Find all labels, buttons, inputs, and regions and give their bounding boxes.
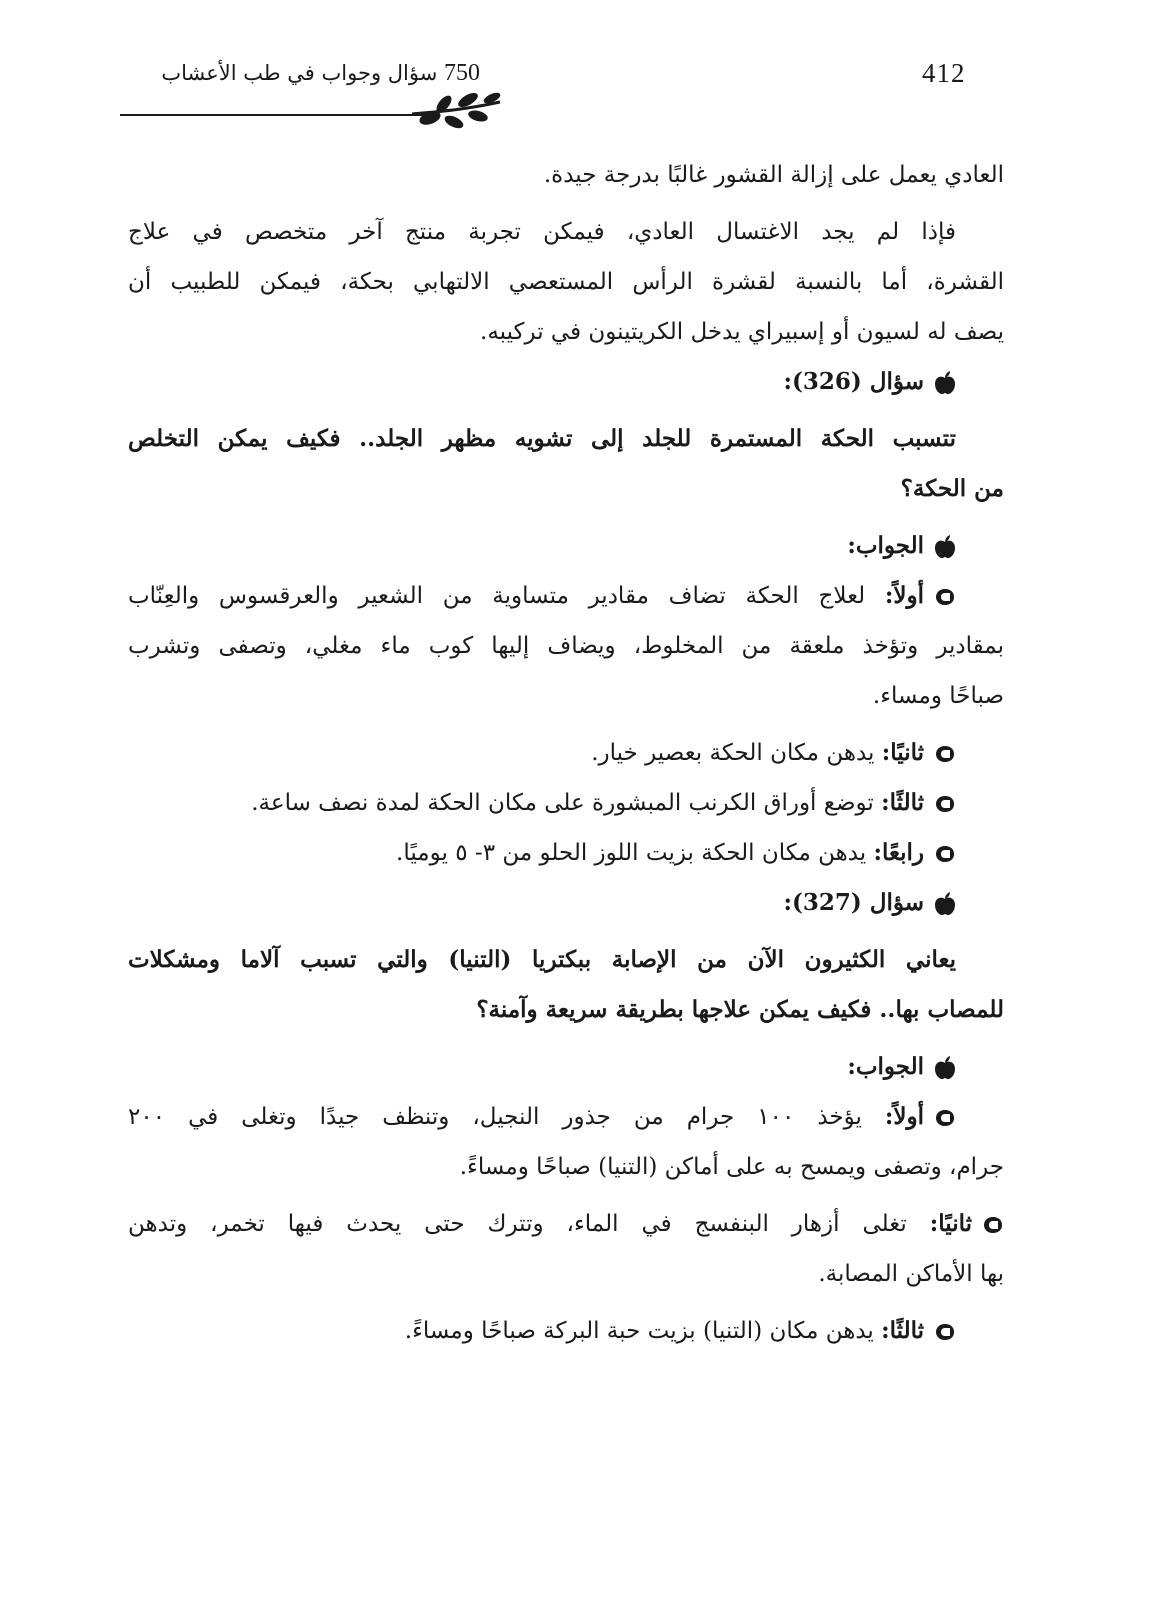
answer-item-line: جرام، وتصفى ويمسح به على أماكن (التنيا) صباحًا ومساءً. [459,1154,1004,1180]
paragraph-line: يصف له لسيون أو إسبيراي يدخل الكريتينون في تركيبه. [480,319,1004,345]
answer-item-line: بها الأماكن المصابة. [818,1261,1004,1287]
answer-label: الجواب: [847,1053,924,1080]
answer-item: أولاً: لعلاج الحكة تضاف مقادير متساوية من الشعير والعرقسوس والعِنّاب [128,571,1004,621]
arrow-bullet-icon [934,845,956,863]
arrow-bullet-icon [934,1109,956,1127]
apple-icon [934,535,956,559]
leaf-ornament-icon [408,88,504,134]
question-heading [128,357,1004,407]
arrow-bullet-icon [934,795,956,813]
answer-item: ثانيًا: يدهن مكان الحكة بعصير خيار. [128,728,1004,778]
apple-icon [934,371,956,395]
question-label: سؤال (327): [783,889,924,916]
running-head [120,60,480,87]
answer-item-line: صباحًا ومساء. [872,683,1004,709]
arrow-bullet-icon [934,745,956,763]
header-rule [120,114,440,116]
running-head-title: سؤال وجواب في طب الأعشاب [161,61,438,85]
answer-item: أولاً: يؤخذ ١٠٠ جرام من جذور النجيل، وتنظف جيدًا وتغلى في ٢٠٠ [128,1092,1004,1142]
arrow-bullet-icon [934,1323,956,1341]
question-heading [128,878,1004,928]
arrow-bullet-icon [934,588,956,606]
answer-heading [128,1042,1004,1092]
arrow-bullet-icon [982,1216,1004,1234]
answer-item: رابعًا: يدهن مكان الحكة بزيت اللوز الحلو من ٣- ٥ يوميًا. [128,828,1004,878]
paragraph-line: العادي يعمل على إزالة القشور غالبًا بدرجة جيدة. [543,162,1004,188]
answer-item: ثالثًا: يدهن مكان (التنيا) بزيت حبة البركة صباحًا ومساءً. [128,1306,1004,1356]
answer-item-line: بمقادير وتؤخذ ملعقة من المخلوط، ويضاف إليها كوب ماء مغلي، وتصفى وتشرب [128,633,1004,659]
question-text: من الحكة؟ [900,475,1004,502]
paragraph-line: فإذا لم يجد الاغتسال العادي، فيمكن تجربة منتج آخر متخصص في علاج [128,219,956,245]
answer-label: الجواب: [847,532,924,559]
answer-item: ثانيًا: تغلى أزهار البنفسج في الماء، وتترك حتى يحدث فيها تخمر، وتدهن [128,1199,1004,1249]
question-text: يعاني الكثيرون الآن من الإصابة ببكتريا (التنيا) والتي تسبب آلاما ومشكلات [128,946,956,973]
question-label: سؤال (326): [783,368,924,395]
answer-item: ثالثًا: توضع أوراق الكرنب المبشورة على مكان الحكة لمدة نصف ساعة. [128,778,1004,828]
page-body [128,150,1004,1356]
page-number: 412 [922,58,966,88]
answer-heading [128,521,1004,571]
apple-icon [934,1056,956,1080]
paragraph-line: القشرة، أما بالنسبة لقشرة الرأس المستعصي الالتهابي بحكة، فيمكن للطبيب أن [128,269,1004,295]
question-text: تتسبب الحكة المستمرة للجلد إلى تشويه مظهر الجلد.. فكيف يمكن التخلص [128,425,956,452]
apple-icon [934,892,956,916]
running-head-number: 750 [444,60,480,86]
question-text: للمصاب بها.. فكيف يمكن علاجها بطريقة سريعة وآمنة؟ [476,996,1004,1023]
